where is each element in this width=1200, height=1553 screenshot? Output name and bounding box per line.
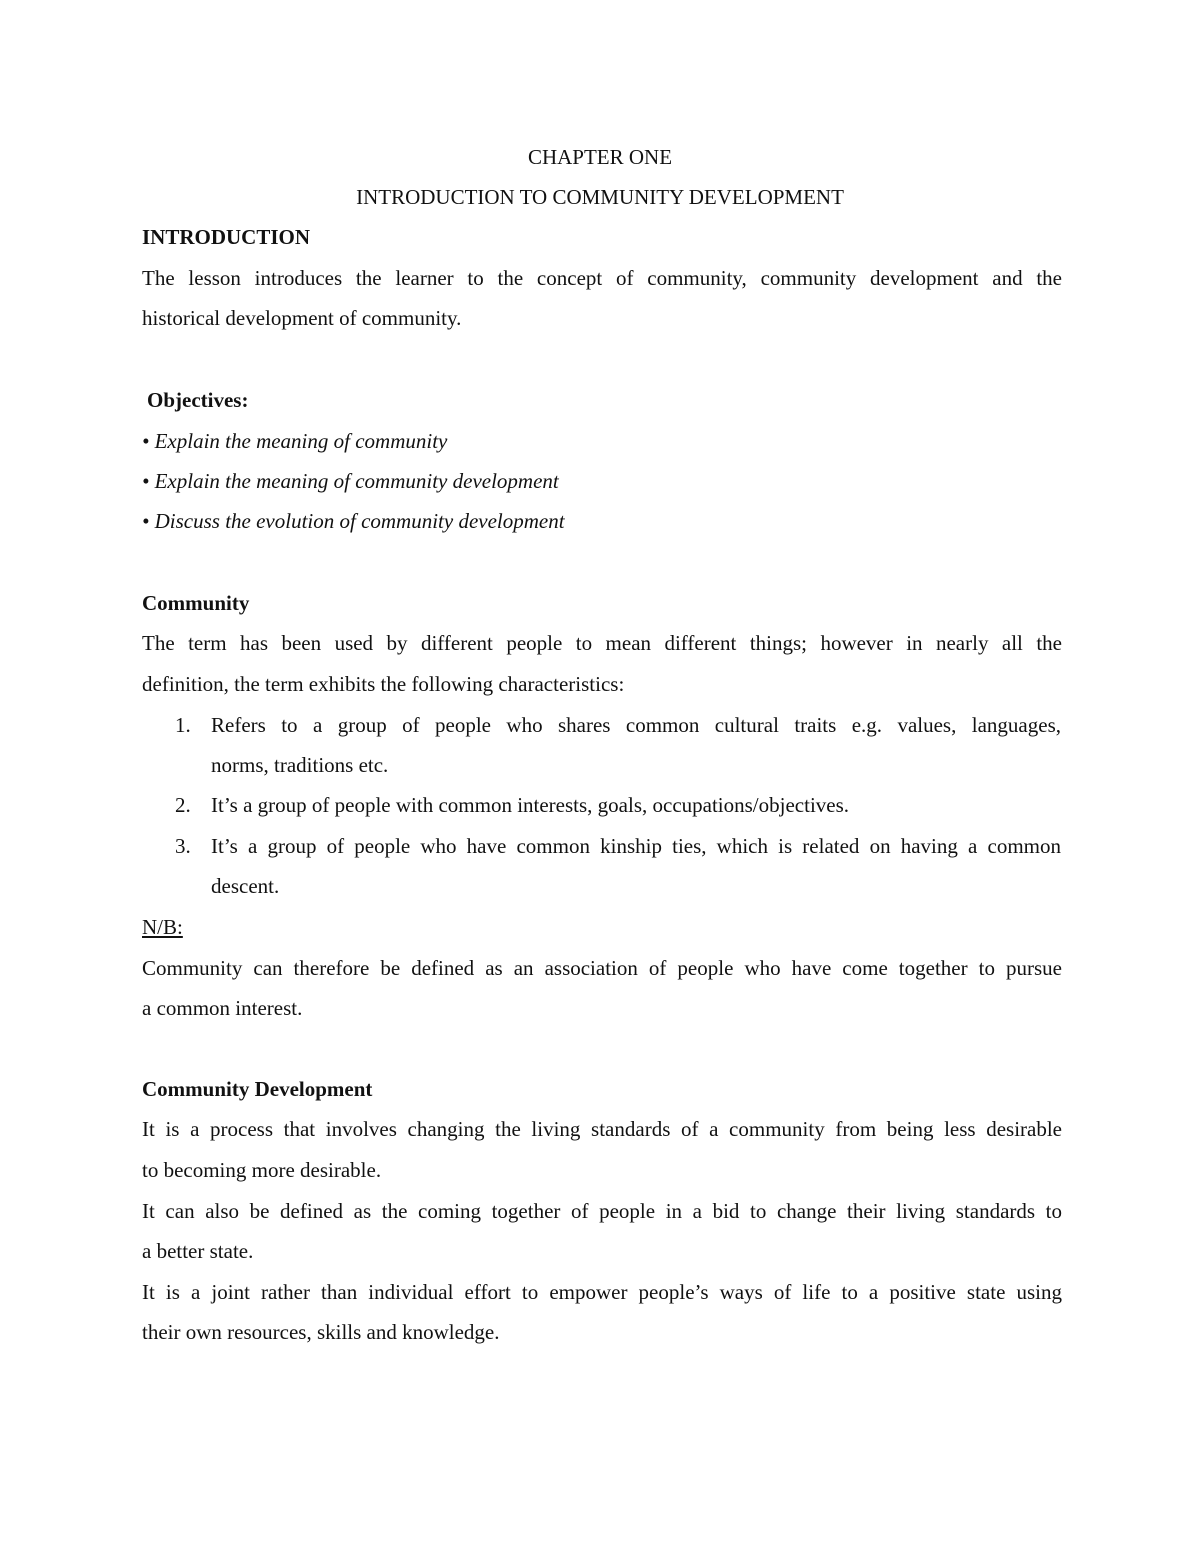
list-item-line-1: Refers to a group of people who shares common cultural traits e.g. values, languages,	[211, 713, 1061, 737]
community-development-heading: Community Development	[142, 1077, 373, 1101]
community-paragraph-line-1: The term has been used by different people to mean different things; however in nearly all the	[142, 631, 1062, 655]
introduction-paragraph-line-2: historical development of community.	[142, 306, 462, 330]
cd-paragraph-3-line-1: It is a joint rather than individual effort to empower people’s ways of life to a positive state using	[142, 1280, 1062, 1304]
objective-item: • Explain the meaning of community development	[142, 469, 559, 493]
introduction-heading: INTRODUCTION	[142, 225, 311, 249]
list-number: 1.	[175, 713, 191, 737]
objective-item: • Discuss the evolution of community development	[142, 509, 565, 533]
community-heading: Community	[142, 591, 250, 615]
nb-paragraph-line-1: Community can therefore be defined as an association of people who have come together to pursue	[142, 956, 1062, 980]
list-item-line-1: It’s a group of people who have common kinship ties, which is related on having a common	[211, 834, 1061, 858]
chapter-label: CHAPTER ONE	[527, 145, 673, 169]
nb-paragraph-line-2: a common interest.	[142, 996, 303, 1020]
list-number: 2.	[175, 793, 191, 817]
list-item-line-2: norms, traditions etc.	[211, 753, 389, 777]
cd-paragraph-2-line-2: a better state.	[142, 1239, 254, 1263]
chapter-title: INTRODUCTION TO COMMUNITY DEVELOPMENT	[356, 185, 844, 209]
community-paragraph-line-2: definition, the term exhibits the following characteristics:	[142, 672, 625, 696]
cd-paragraph-1-line-1: It is a process that involves changing the living standards of a community from being less desirable	[142, 1117, 1062, 1141]
cd-paragraph-1-line-2: to becoming more desirable.	[142, 1158, 382, 1182]
objectives-heading: Objectives:	[147, 388, 249, 412]
cd-paragraph-3-line-2: their own resources, skills and knowledge.	[142, 1320, 500, 1344]
list-item-line-1: It’s a group of people with common interests, goals, occupations/objectives.	[211, 793, 850, 817]
list-item-line-2: descent.	[211, 874, 280, 898]
cd-paragraph-2-line-1: It can also be defined as the coming together of people in a bid to change their living standards to	[142, 1199, 1062, 1223]
objective-item: • Explain the meaning of community	[142, 429, 448, 453]
nb-label: N/B:	[142, 915, 183, 939]
list-number: 3.	[175, 834, 191, 858]
introduction-paragraph-line-1: The lesson introduces the learner to the concept of community, community development and the	[142, 266, 1062, 290]
